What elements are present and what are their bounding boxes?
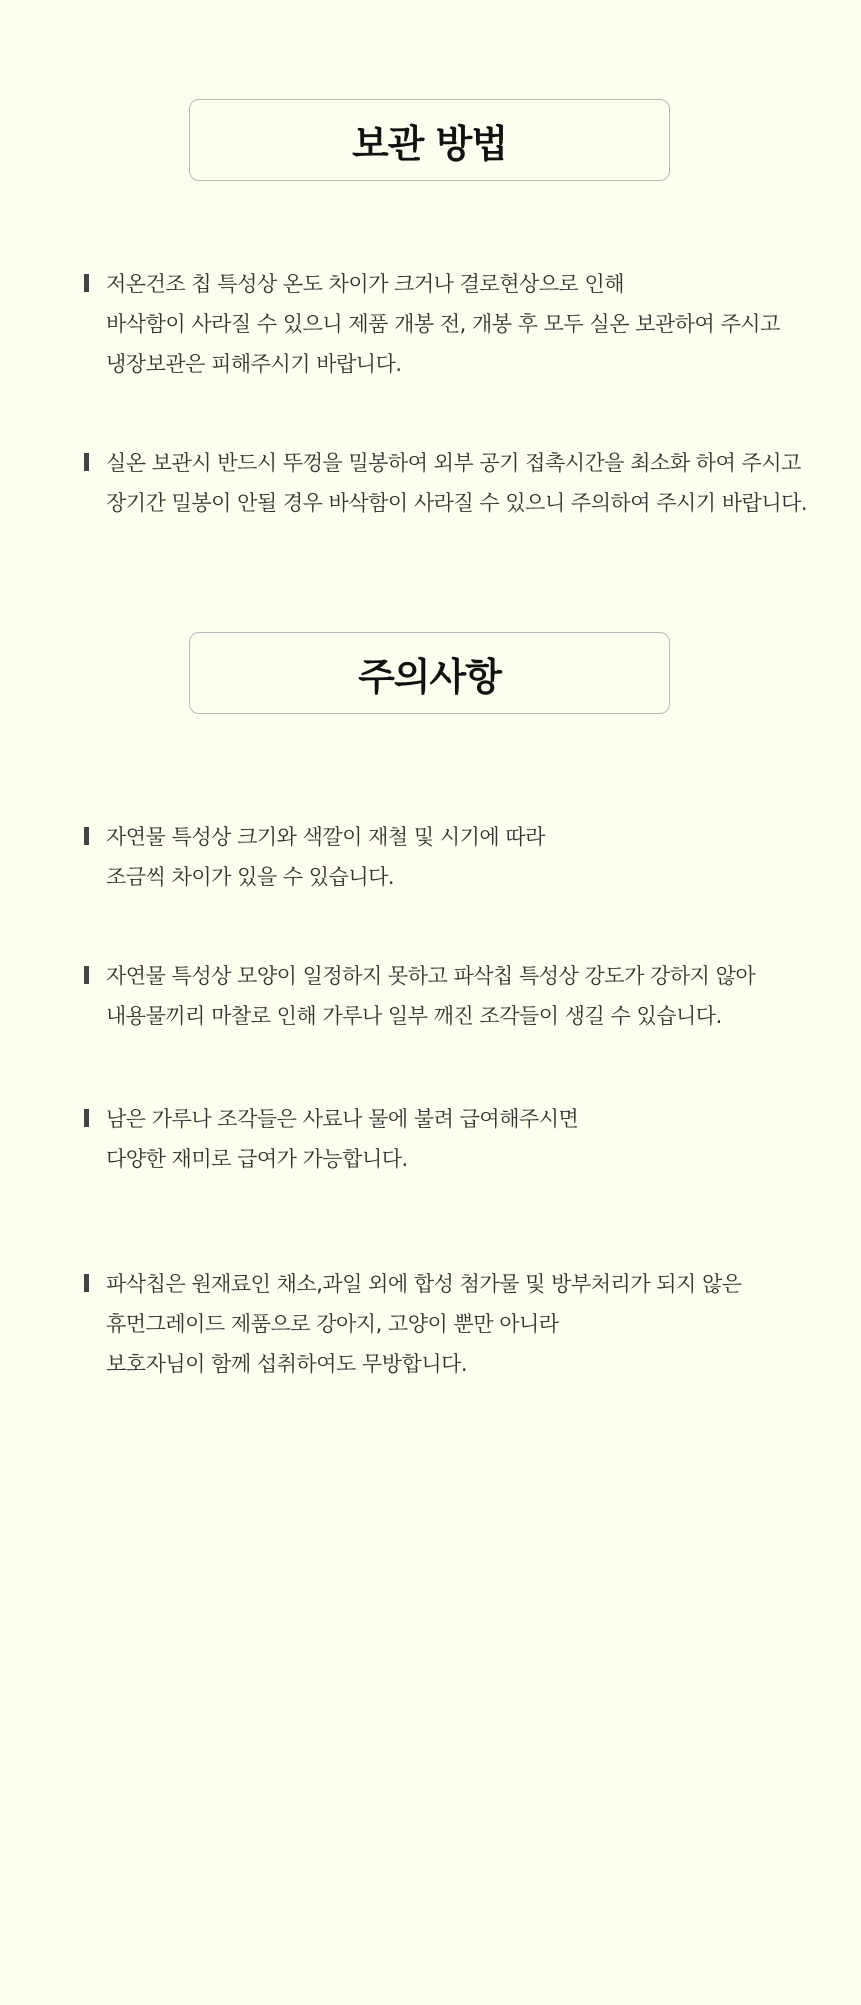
bullet-bar-icon: [84, 453, 89, 471]
caution-note-1: [84, 817, 804, 897]
storage-note-1: [84, 264, 804, 384]
note-text-line: 조금씩 차이가 있을 수 있습니다.: [106, 865, 395, 889]
storage-section-header: [189, 99, 670, 181]
note-text-line: 휴먼그레이드 제품으로 강아지, 고양이 뿐만 아니라: [106, 1312, 559, 1336]
caution-note-3: [84, 1099, 804, 1179]
note-text-line: 바삭함이 사라질 수 있으니 제품 개봉 전, 개봉 후 모두 실온 보관하여 주시고: [106, 312, 780, 336]
caution-section-header: [189, 632, 670, 714]
storage-note-2: [84, 443, 808, 523]
note-text-line: 실온 보관시 반드시 뚜껑을 밀봉하여 외부 공기 접촉시간을 최소화 하여 주시고: [106, 451, 801, 475]
caution-note-4: [84, 1264, 804, 1384]
caution-section-title: 주의사항: [358, 654, 501, 699]
note-text-line: 파삭칩은 원재료인 채소,과일 외에 합성 첨가물 및 방부처리가 되지 않은: [106, 1272, 742, 1296]
bullet-bar-icon: [84, 966, 89, 984]
bullet-bar-icon: [84, 274, 89, 292]
caution-note-2: [84, 956, 804, 1036]
note-text-line: 보호자님이 함께 섭취하여도 무방합니다.: [106, 1352, 468, 1376]
storage-section-title: 보관 방법: [351, 121, 508, 166]
note-text-line: 자연물 특성상 크기와 색깔이 재철 및 시기에 따라: [106, 825, 545, 849]
bullet-bar-icon: [84, 1109, 89, 1127]
note-text-line: 내용물끼리 마찰로 인해 가루나 일부 깨진 조각들이 생길 수 있습니다.: [106, 1004, 722, 1028]
bullet-bar-icon: [84, 1274, 89, 1292]
note-text-line: 장기간 밀봉이 안될 경우 바삭함이 사라질 수 있으니 주의하여 주시기 바랍니다.: [106, 491, 808, 515]
note-text-line: 자연물 특성상 모양이 일정하지 못하고 파삭칩 특성상 강도가 강하지 않아: [106, 964, 756, 988]
note-text-line: 저온건조 칩 특성상 온도 차이가 크거나 결로현상으로 인해: [106, 272, 625, 296]
note-text-line: 냉장보관은 피해주시기 바랍니다.: [106, 352, 402, 376]
note-text-line: 다양한 재미로 급여가 가능합니다.: [106, 1147, 408, 1171]
bullet-bar-icon: [84, 827, 89, 845]
note-text-line: 남은 가루나 조각들은 사료나 물에 불려 급여해주시면: [106, 1107, 579, 1131]
